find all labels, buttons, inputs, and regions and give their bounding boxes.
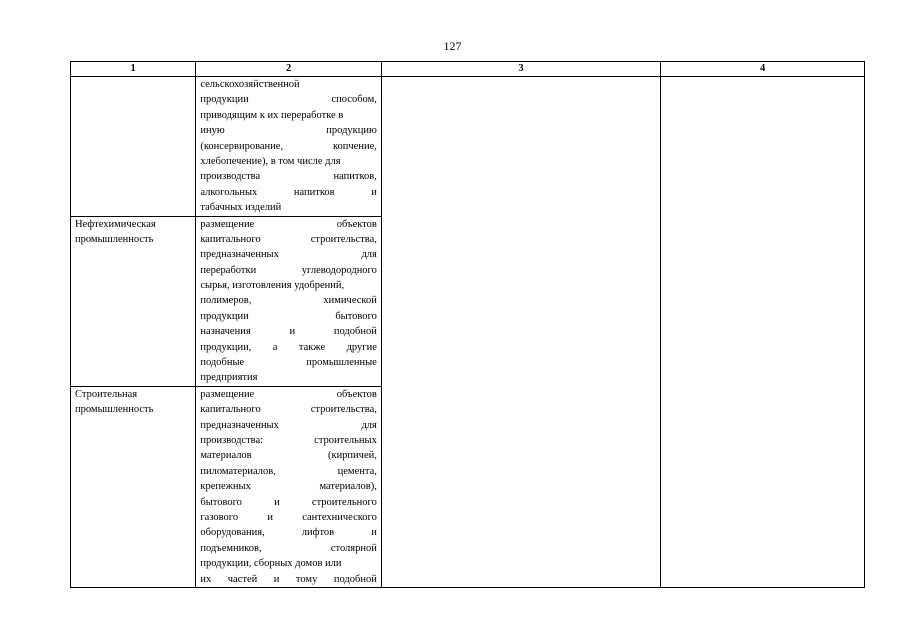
description-line: материалов (кирпичей, (200, 450, 377, 462)
description-line: алкогольных напитков и (200, 186, 377, 198)
header-col-1: 1 (71, 62, 196, 77)
description-line: подъемников, столярной (200, 542, 377, 554)
description-line: предприятия (200, 372, 258, 384)
table-header (71, 62, 865, 77)
description-line: крепежных материалов), (200, 481, 377, 493)
description-line: продукции бытового (200, 310, 377, 322)
industry-name-line: промышленность (75, 404, 154, 416)
industry-name-cell (71, 216, 196, 386)
header-col-3: 3 (381, 62, 660, 77)
table-row (71, 77, 865, 217)
description-line: капитального строительства, (200, 404, 377, 416)
description-line: иную продукцию (200, 125, 377, 137)
description-line: хлебопечение), в том числе для (200, 155, 341, 167)
description-line: их частей и тому подобной (200, 573, 377, 585)
description-line: размещение объектов (200, 218, 377, 230)
description-line: сырья, изготовления удобрений, (200, 280, 345, 292)
description-line: предназначенных для (200, 419, 377, 431)
description-line: бытового и строительного (200, 496, 377, 508)
industry-description-cell (196, 77, 382, 217)
description-line: сельскохозяйственной (200, 79, 300, 90)
industry-description-cell (196, 216, 382, 386)
description-line: табачных изделий (200, 202, 282, 214)
col4-cell (661, 77, 865, 588)
description-line: переработки углеводородного (200, 264, 377, 276)
description-line: назначения и подобной (200, 326, 377, 338)
industry-name-line: промышленность (75, 233, 154, 245)
industry-name-line: Нефтехимическая (75, 218, 156, 230)
description-line: производства напитков, (200, 171, 377, 183)
description-line: предназначенных для (200, 249, 377, 261)
description-line: (консервирование, копчение, (200, 140, 377, 152)
description-line: пиломатериалов, цемента, (200, 465, 377, 477)
description-line: приводящим к их переработке в (200, 109, 344, 121)
description-line: подобные промышленные (200, 357, 377, 369)
description-line: газового и сантехнического (200, 511, 377, 523)
description-line: капитального строительства, (200, 233, 377, 245)
description-line: продукции, сборных домов или (200, 558, 342, 570)
description-line: продукции, а также другие (200, 341, 377, 353)
industry-description-cell (196, 386, 382, 587)
header-col-4: 4 (661, 62, 865, 77)
description-line: продукции способом, (200, 94, 377, 106)
industry-name-line: Строительная (75, 388, 138, 400)
page-number: 127 (443, 39, 462, 53)
header-col-2: 2 (196, 62, 382, 77)
header-row (71, 62, 865, 77)
col3-cell (381, 77, 660, 588)
industry-name-cell (71, 386, 196, 587)
industry-name-cell (71, 77, 196, 217)
description-line: полимеров, химической (200, 295, 377, 307)
description-line: оборудования, лифтов и (200, 527, 377, 539)
description-line: размещение объектов (200, 388, 377, 400)
description-line: производства: строительных (200, 434, 377, 446)
table-body (71, 77, 865, 588)
document-table (70, 61, 865, 588)
